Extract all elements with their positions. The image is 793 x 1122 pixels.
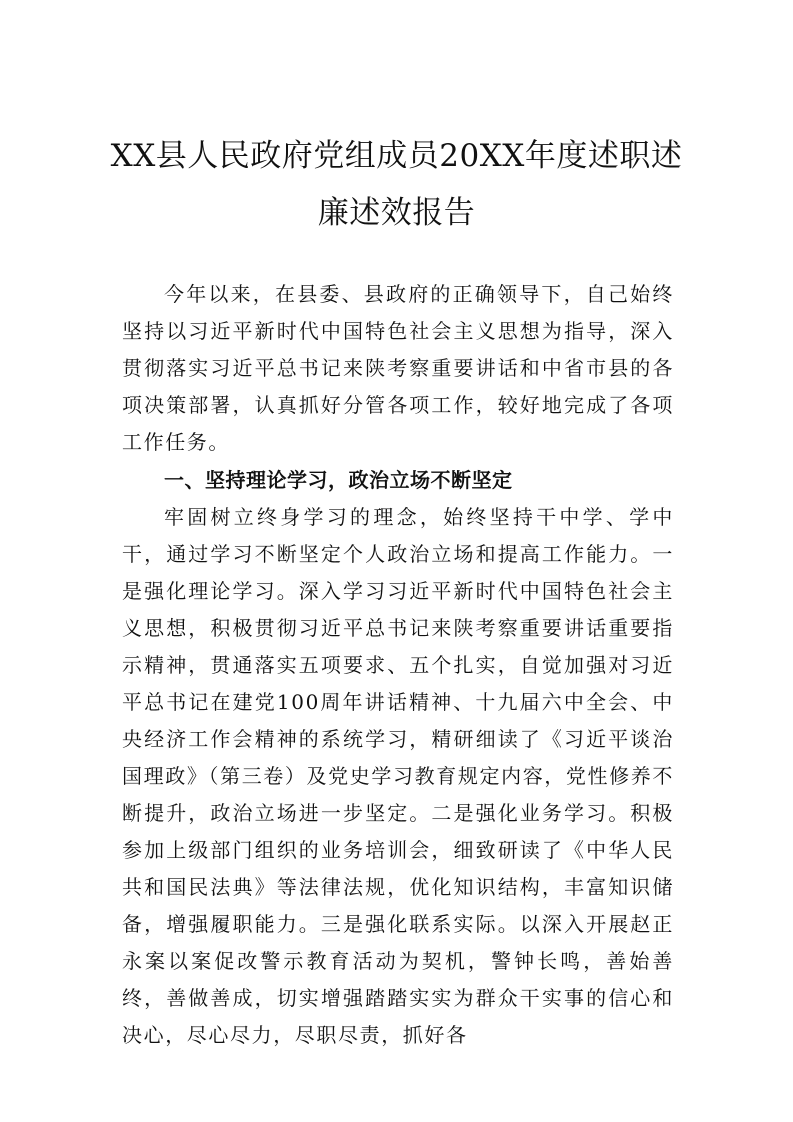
intro-paragraph: 今年以来，在县委、县政府的正确领导下，自己始终坚持以习近平新时代中国特色社会主义思想为指导，深入贯彻落实习近平总书记来陕考察重要讲话和中省市县的各项决策部署，认真抓好分管各项工作，较好地完成了各项工作任务。 xyxy=(122,282,674,454)
section1-paragraph: 牢固树立终身学习的理念，始终坚持干中学、学中干，通过学习不断坚定个人政治立场和提高工作能力。一是强化理论学习。深入学习习近平新时代中国特色社会主义思想，积极贯彻习近平总书记来陕考察重要讲话重要指示精神，贯通落实五项要求、五个扎实，自觉加强对习近平总书记在建党100周年讲话精神、十九届六中全会、中央经济工作会精神的系统学习，精研细读了《习近平谈治国理政》（第三卷）及党史学习教育规定内容，党性修养不断提升，政治立场进一步坚定。二是强化业务学习。积极参加上级部门组织的业务培训会，细致研读了《中华人民共和国民法典》等法律法规，优化知识结构，丰富知识储备，增强履职能力。三是强化联系实际。以深入开展赵正永案以案促改警示教育活动为契机，警钟长鸣，善始善终，善做善成，切实增强踏踏实实为群众干实事的信心和决心，尽心尽力，尽职尽责，抓好各 xyxy=(122,505,674,1047)
document-title-line2: 廉述效报告 xyxy=(317,195,476,231)
section-heading-1: 一、坚持理论学习，政治立场不断坚定 xyxy=(164,468,513,492)
document-title-line1: XX县人民政府党组成员20XX年度述职述 xyxy=(110,138,683,174)
